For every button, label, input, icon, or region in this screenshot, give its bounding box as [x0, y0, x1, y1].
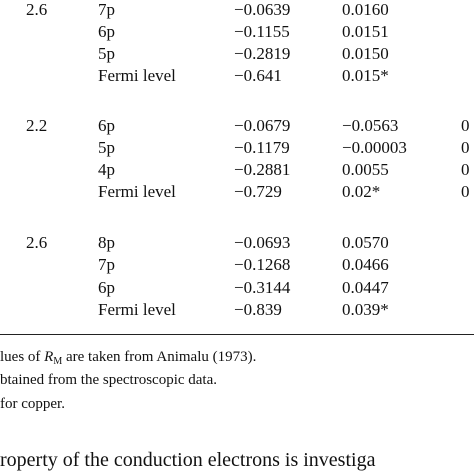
footnote: btained from the spectroscopic data.: [0, 372, 218, 388]
orbital-label: 7p: [98, 0, 115, 19]
energy-value: −0.0679: [234, 116, 291, 135]
third-column-value: 0: [461, 160, 470, 179]
orbital-label: 6p: [98, 116, 115, 135]
energy-value: −0.2819: [234, 44, 291, 63]
shift-value: 0.02*: [342, 182, 381, 201]
orbital-label: 6p: [98, 278, 115, 297]
orbital-label: Fermi level: [98, 182, 176, 201]
shift-value: 0.0570: [342, 233, 389, 252]
shift-value: 0.0447: [342, 278, 389, 297]
shift-value: 0.039*: [342, 300, 389, 319]
r-value: 2.6: [26, 233, 48, 252]
energy-value: −0.1179: [234, 138, 290, 157]
energy-value: −0.1155: [234, 22, 290, 41]
energy-value: −0.3144: [234, 278, 291, 297]
shift-value: 0.0466: [342, 255, 389, 274]
energy-value: −0.839: [234, 300, 282, 319]
orbital-label: Fermi level: [98, 300, 176, 319]
footnote: lues of $R_M$ are taken from Animalu (1973).: [0, 349, 257, 367]
energy-value: −0.729: [234, 182, 282, 201]
shift-value: −0.0563: [342, 116, 399, 135]
orbital-label: 5p: [98, 44, 115, 63]
shift-value: 0.0160: [342, 0, 389, 19]
energy-value: −0.0639: [234, 0, 291, 19]
shift-value: 0.0055: [342, 160, 389, 179]
orbital-label: 6p: [98, 22, 115, 41]
shift-value: 0.0151: [342, 22, 389, 41]
shift-value: −0.00003: [342, 138, 407, 157]
energy-value: −0.0693: [234, 233, 291, 252]
third-column-value: 0: [461, 182, 470, 201]
orbital-label: 7p: [98, 255, 115, 274]
shift-value: 0.015*: [342, 66, 389, 85]
orbital-label: 5p: [98, 138, 115, 157]
energy-value: −0.2881: [234, 160, 291, 179]
third-column-value: 0: [461, 138, 470, 157]
body-paragraph: roperty of the conduction electrons is investiga: [0, 449, 376, 471]
orbital-label: Fermi level: [98, 66, 176, 85]
energy-value: −0.1268: [234, 255, 291, 274]
r-value: 2.6: [26, 0, 48, 19]
footnote: for copper.: [0, 396, 65, 412]
r-value: 2.2: [26, 116, 48, 135]
orbital-label: 4p: [98, 160, 115, 179]
third-column-value: 0: [461, 116, 470, 135]
orbital-label: 8p: [98, 233, 115, 252]
shift-value: 0.0150: [342, 44, 389, 63]
energy-value: −0.641: [234, 66, 282, 85]
table-bottom-rule: [0, 334, 474, 335]
